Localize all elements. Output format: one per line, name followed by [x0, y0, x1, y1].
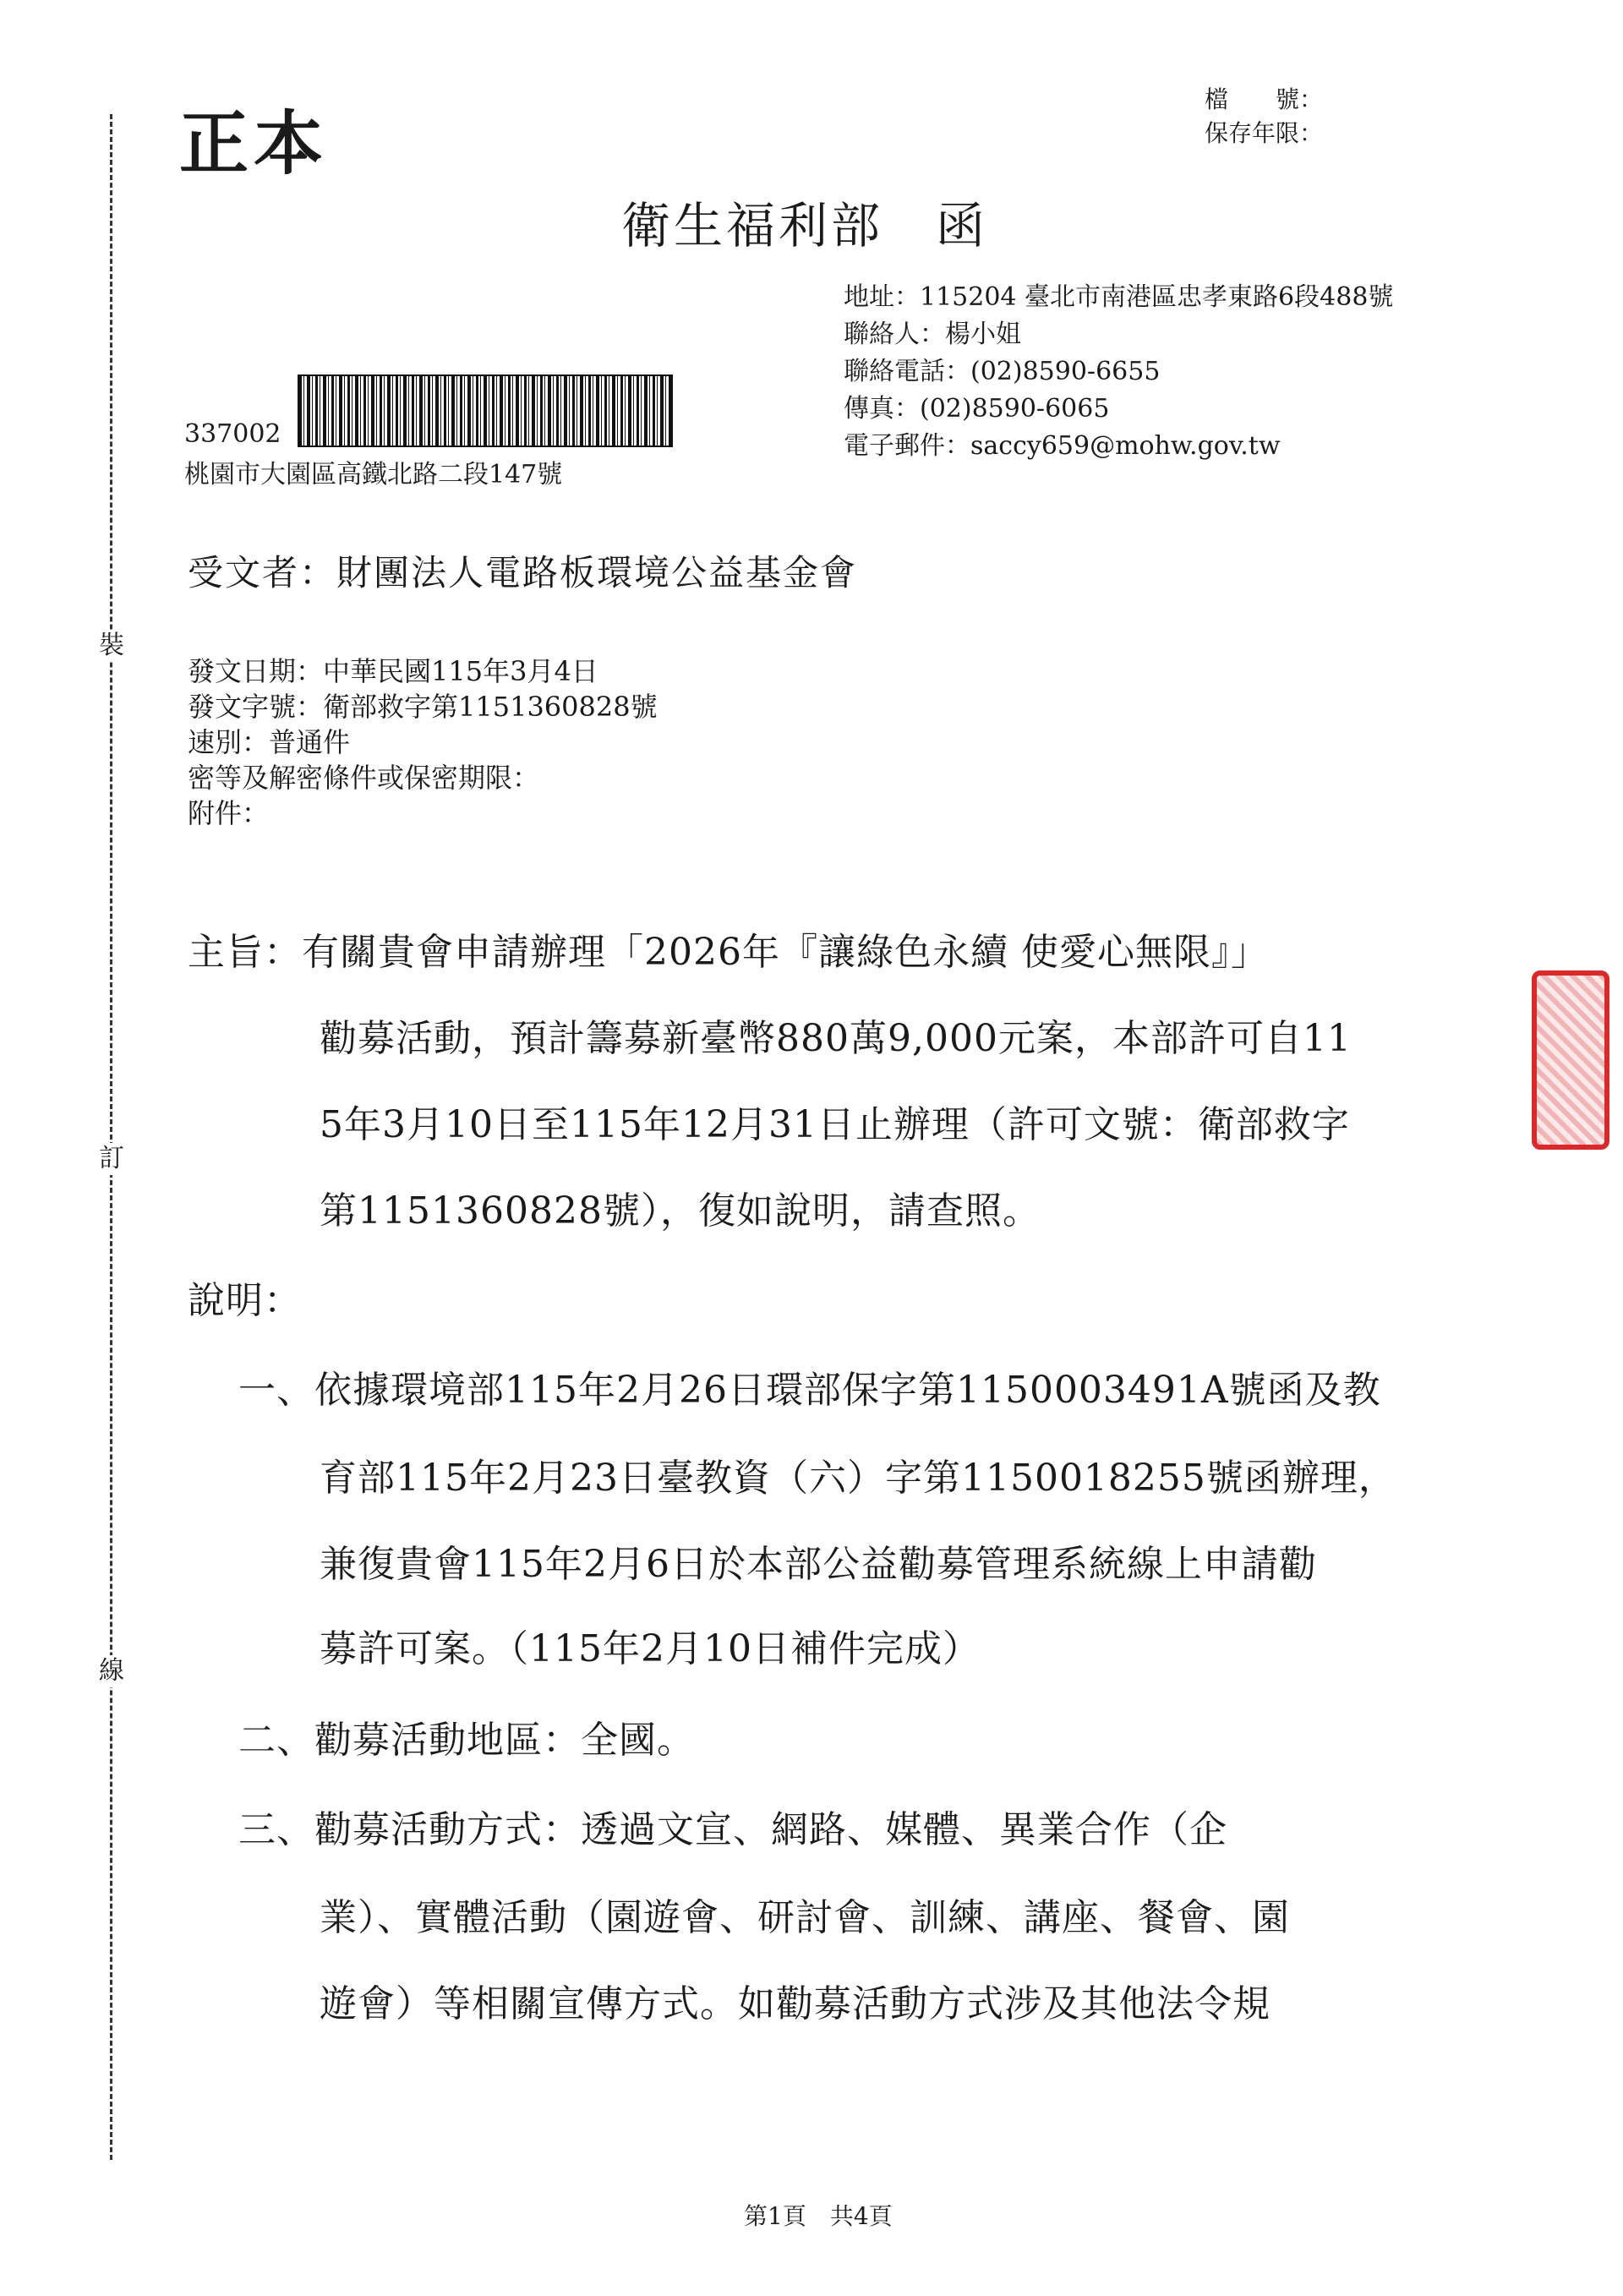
explanation-item-2-line-1: 二、勸募活動地區：全國。 [238, 1719, 695, 1762]
explanation-item-1-line-1: 一、依據環境部115年2月26日環部保字第1150003491A號函及教 [238, 1369, 1381, 1412]
document-number: 發文字號：衛部救字第1151360828號 [188, 691, 658, 723]
page-footer: 第1頁 共4頁 [744, 2202, 893, 2230]
contact-address: 地址：115204 臺北市南港區忠孝東路6段488號 [844, 282, 1394, 312]
subject-line-3: 5年3月10日至115年12月31日止辦理（許可文號：衛部救字 [320, 1103, 1350, 1146]
explanation-item-1-line-4: 募許可案。（115年2月10日補件完成） [320, 1627, 981, 1670]
document-title: 衛生福利部 函 [621, 197, 989, 254]
binding-line [110, 114, 112, 2160]
contact-email: 電子郵件：saccy659@mohw.gov.tw [844, 431, 1281, 461]
subject-line-1: 主旨：有關貴會申請辦理「2026年『讓綠色永續 使愛心無限』」 [188, 931, 1269, 974]
issue-date: 發文日期：中華民國115年3月4日 [188, 655, 598, 687]
mailing-address: 桃園市大園區高鐵北路二段147號 [184, 460, 563, 489]
file-number-label: 檔 號： [1205, 85, 1324, 113]
secrecy-level: 密等及解密條件或保密期限： [188, 762, 540, 794]
binding-char-zhuang: 裝 [99, 631, 124, 660]
recipient: 受文者：財團法人電路板環境公益基金會 [188, 552, 858, 593]
explanation-heading: 說明： [188, 1279, 302, 1322]
binding-char-ding: 訂 [99, 1144, 124, 1173]
contact-fax: 傳真：(02)8590-6065 [844, 394, 1110, 424]
delivery-speed: 速別：普通件 [188, 726, 351, 758]
explanation-item-3-line-2: 業）、實體活動（園遊會、研討會、訓練、講座、餐會、園 [320, 1896, 1290, 1939]
subject-line-2: 勸募活動，預計籌募新臺幣880萬9,000元案，本部許可自11 [320, 1017, 1352, 1060]
contact-phone: 聯絡電話：(02)8590-6655 [844, 357, 1161, 386]
barcode [298, 374, 673, 447]
retention-period-label: 保存年限： [1205, 119, 1324, 147]
explanation-item-1-line-2: 育部115年2月23日臺教資（六）字第1150018255號函辦理， [320, 1457, 1396, 1500]
red-seal-stamp [1532, 970, 1609, 1150]
binding-char-xian: 線 [99, 1656, 124, 1686]
explanation-item-3-line-3: 遊會）等相關宣傳方式。如勸募活動方式涉及其他法令規 [320, 1982, 1271, 2025]
mailing-zip: 337002 [184, 419, 281, 449]
original-copy-stamp: 正本 [179, 103, 329, 184]
subject-line-4: 第1151360828號），復如說明，請查照。 [320, 1189, 1041, 1233]
explanation-item-1-line-3: 兼復貴會115年2月6日於本部公益勸募管理系統線上申請勸 [320, 1543, 1317, 1586]
explanation-item-3-line-1: 三、勸募活動方式：透過文宣、網路、媒體、異業合作（企 [238, 1808, 1227, 1851]
attachment-label: 附件： [188, 797, 270, 829]
contact-person: 聯絡人：楊小姐 [844, 320, 1021, 349]
